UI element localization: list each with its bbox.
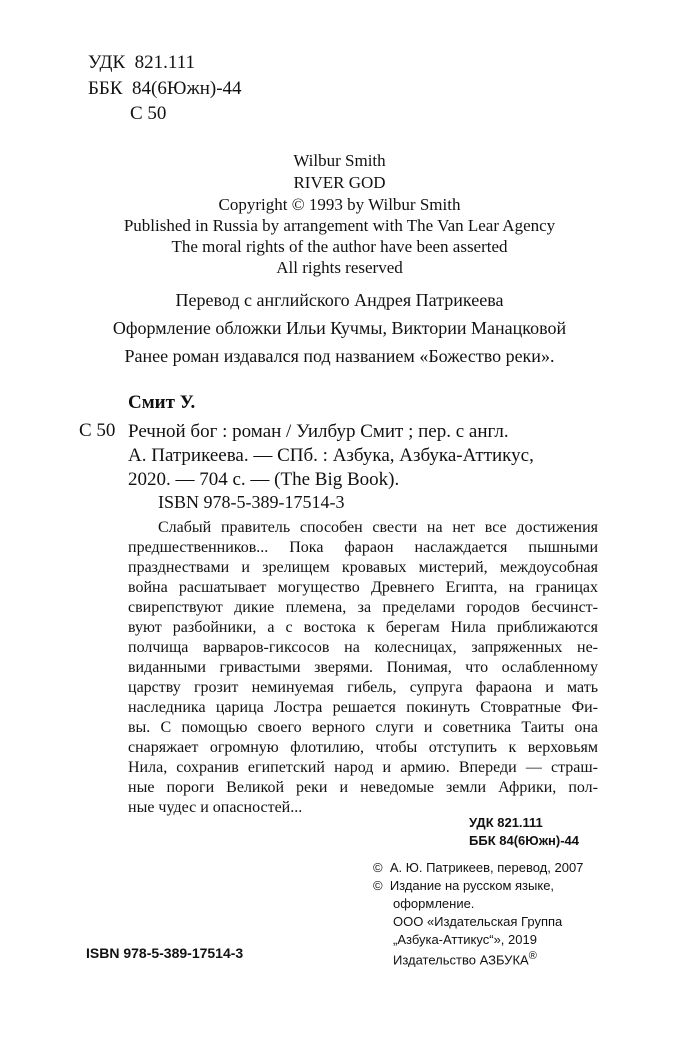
original-title: RIVER GOD bbox=[293, 173, 386, 192]
annotation-line: ные чудес и опасностей... bbox=[128, 799, 303, 816]
bbk-top bbox=[88, 78, 242, 100]
copyright-edition-line-3: ООО «Издательская Группа bbox=[393, 914, 563, 929]
bib-sign: С 50 bbox=[79, 420, 116, 441]
publisher-name: Издательство АЗБУКА bbox=[393, 952, 529, 968]
bib-line-3: 2020. — 704 с. — (The Big Book). bbox=[128, 469, 400, 490]
bib-isbn: ISBN 978-5-389-17514-3 bbox=[158, 492, 345, 512]
translation-credit: Перевод с английского Андрея Патрикеева bbox=[175, 290, 504, 310]
annotation-line: свирепствуют дикие племена, за пределами городов бесчинст- bbox=[128, 599, 598, 616]
annotation-line: виданными гривастыми зверями. Понимая, что ослабленному bbox=[128, 659, 598, 676]
bib-line-2: А. Патрикеева. — СПб. : Азбука, Азбука-Аттикус, bbox=[128, 445, 534, 466]
annotation-line: полчища варваров-гиксосов на колесницах, запряженных не- bbox=[128, 639, 598, 656]
annotation-line: предшественников... Пока фараон наслаждается пышными bbox=[128, 539, 598, 556]
udk-top bbox=[88, 52, 195, 74]
original-copyright: Copyright © 1993 by Wilbur Smith bbox=[218, 195, 461, 214]
annotation-line: царству грозит неминуемая гибель, супруга фараона и мать bbox=[128, 679, 598, 696]
bbk-bottom: ББК 84(6Южн)-44 bbox=[469, 833, 580, 848]
agency-line: Published in Russia by arrangement with The Van Lear Agency bbox=[123, 216, 556, 235]
copyright-symbol: © bbox=[373, 878, 383, 893]
udk-bottom: УДК 821.111 bbox=[469, 815, 543, 830]
annotation-line: снаряжает огромную флотилию, чтобы отступить к верховьям bbox=[128, 739, 598, 756]
rights-line: All rights reserved bbox=[276, 258, 403, 277]
copyright-edition-line-4: „Азбука-Аттикус“», 2019 bbox=[393, 932, 537, 947]
registered-mark-icon: ® bbox=[528, 950, 537, 962]
footer-isbn: ISBN 978-5-389-17514-3 bbox=[86, 945, 244, 961]
annotation-line: Слабый правитель способен свести на нет все достижения bbox=[158, 519, 598, 536]
moral-rights-line: The moral rights of the author have been asserted bbox=[171, 237, 508, 256]
copyright-edition-line-2: оформление. bbox=[393, 896, 475, 911]
annotation-line: празднествами и зрелищем кровавых мистерий, междоусобная bbox=[128, 559, 598, 576]
annotation-line: вуют разбойники, а с востока к берегам Нила приближаются bbox=[128, 619, 598, 636]
bbk-label: ББК bbox=[88, 78, 123, 99]
udk-value: 821.111 bbox=[134, 52, 196, 73]
original-author: Wilbur Smith bbox=[293, 151, 386, 170]
udk-label: УДК bbox=[88, 52, 126, 73]
annotation bbox=[128, 518, 598, 818]
annotation-line: ные пороги Великой реки и неведомые земли Африки, пол- bbox=[128, 779, 598, 796]
annotation-line: война расшатывает могущество Древнего Египта, на границах bbox=[128, 579, 598, 596]
copyright-translation bbox=[373, 860, 583, 875]
previous-title-note: Ранее роман издавался под названием «Божество реки». bbox=[124, 346, 555, 366]
cover-credit: Оформление обложки Ильи Кучмы, Виктории Манацковой bbox=[112, 318, 567, 338]
annotation-line: Нила, сохранив египетский народ и армию. Впереди — страш- bbox=[128, 759, 598, 776]
bib-line-1: Речной бог : роман / Уилбур Смит ; пер. с англ. bbox=[128, 421, 509, 442]
author-heading: Смит У. bbox=[128, 392, 196, 413]
copyright-translation-text: А. Ю. Патрикеев, перевод, 2007 bbox=[389, 860, 584, 875]
copyright-edition bbox=[373, 878, 554, 893]
author-sign-top: С 50 bbox=[130, 103, 167, 124]
annotation-line: наследника царица Лостра решается покинуть Стовратные Фи- bbox=[128, 699, 598, 716]
publisher-line bbox=[393, 950, 537, 967]
annotation-line: вы. С помощью своего верного слуги и советника Таиты она bbox=[128, 719, 598, 736]
copyright-edition-line-1: Издание на русском языке, bbox=[389, 878, 555, 893]
copyright-symbol: © bbox=[373, 860, 383, 875]
bbk-value: 84(6Южн)-44 bbox=[132, 78, 242, 99]
